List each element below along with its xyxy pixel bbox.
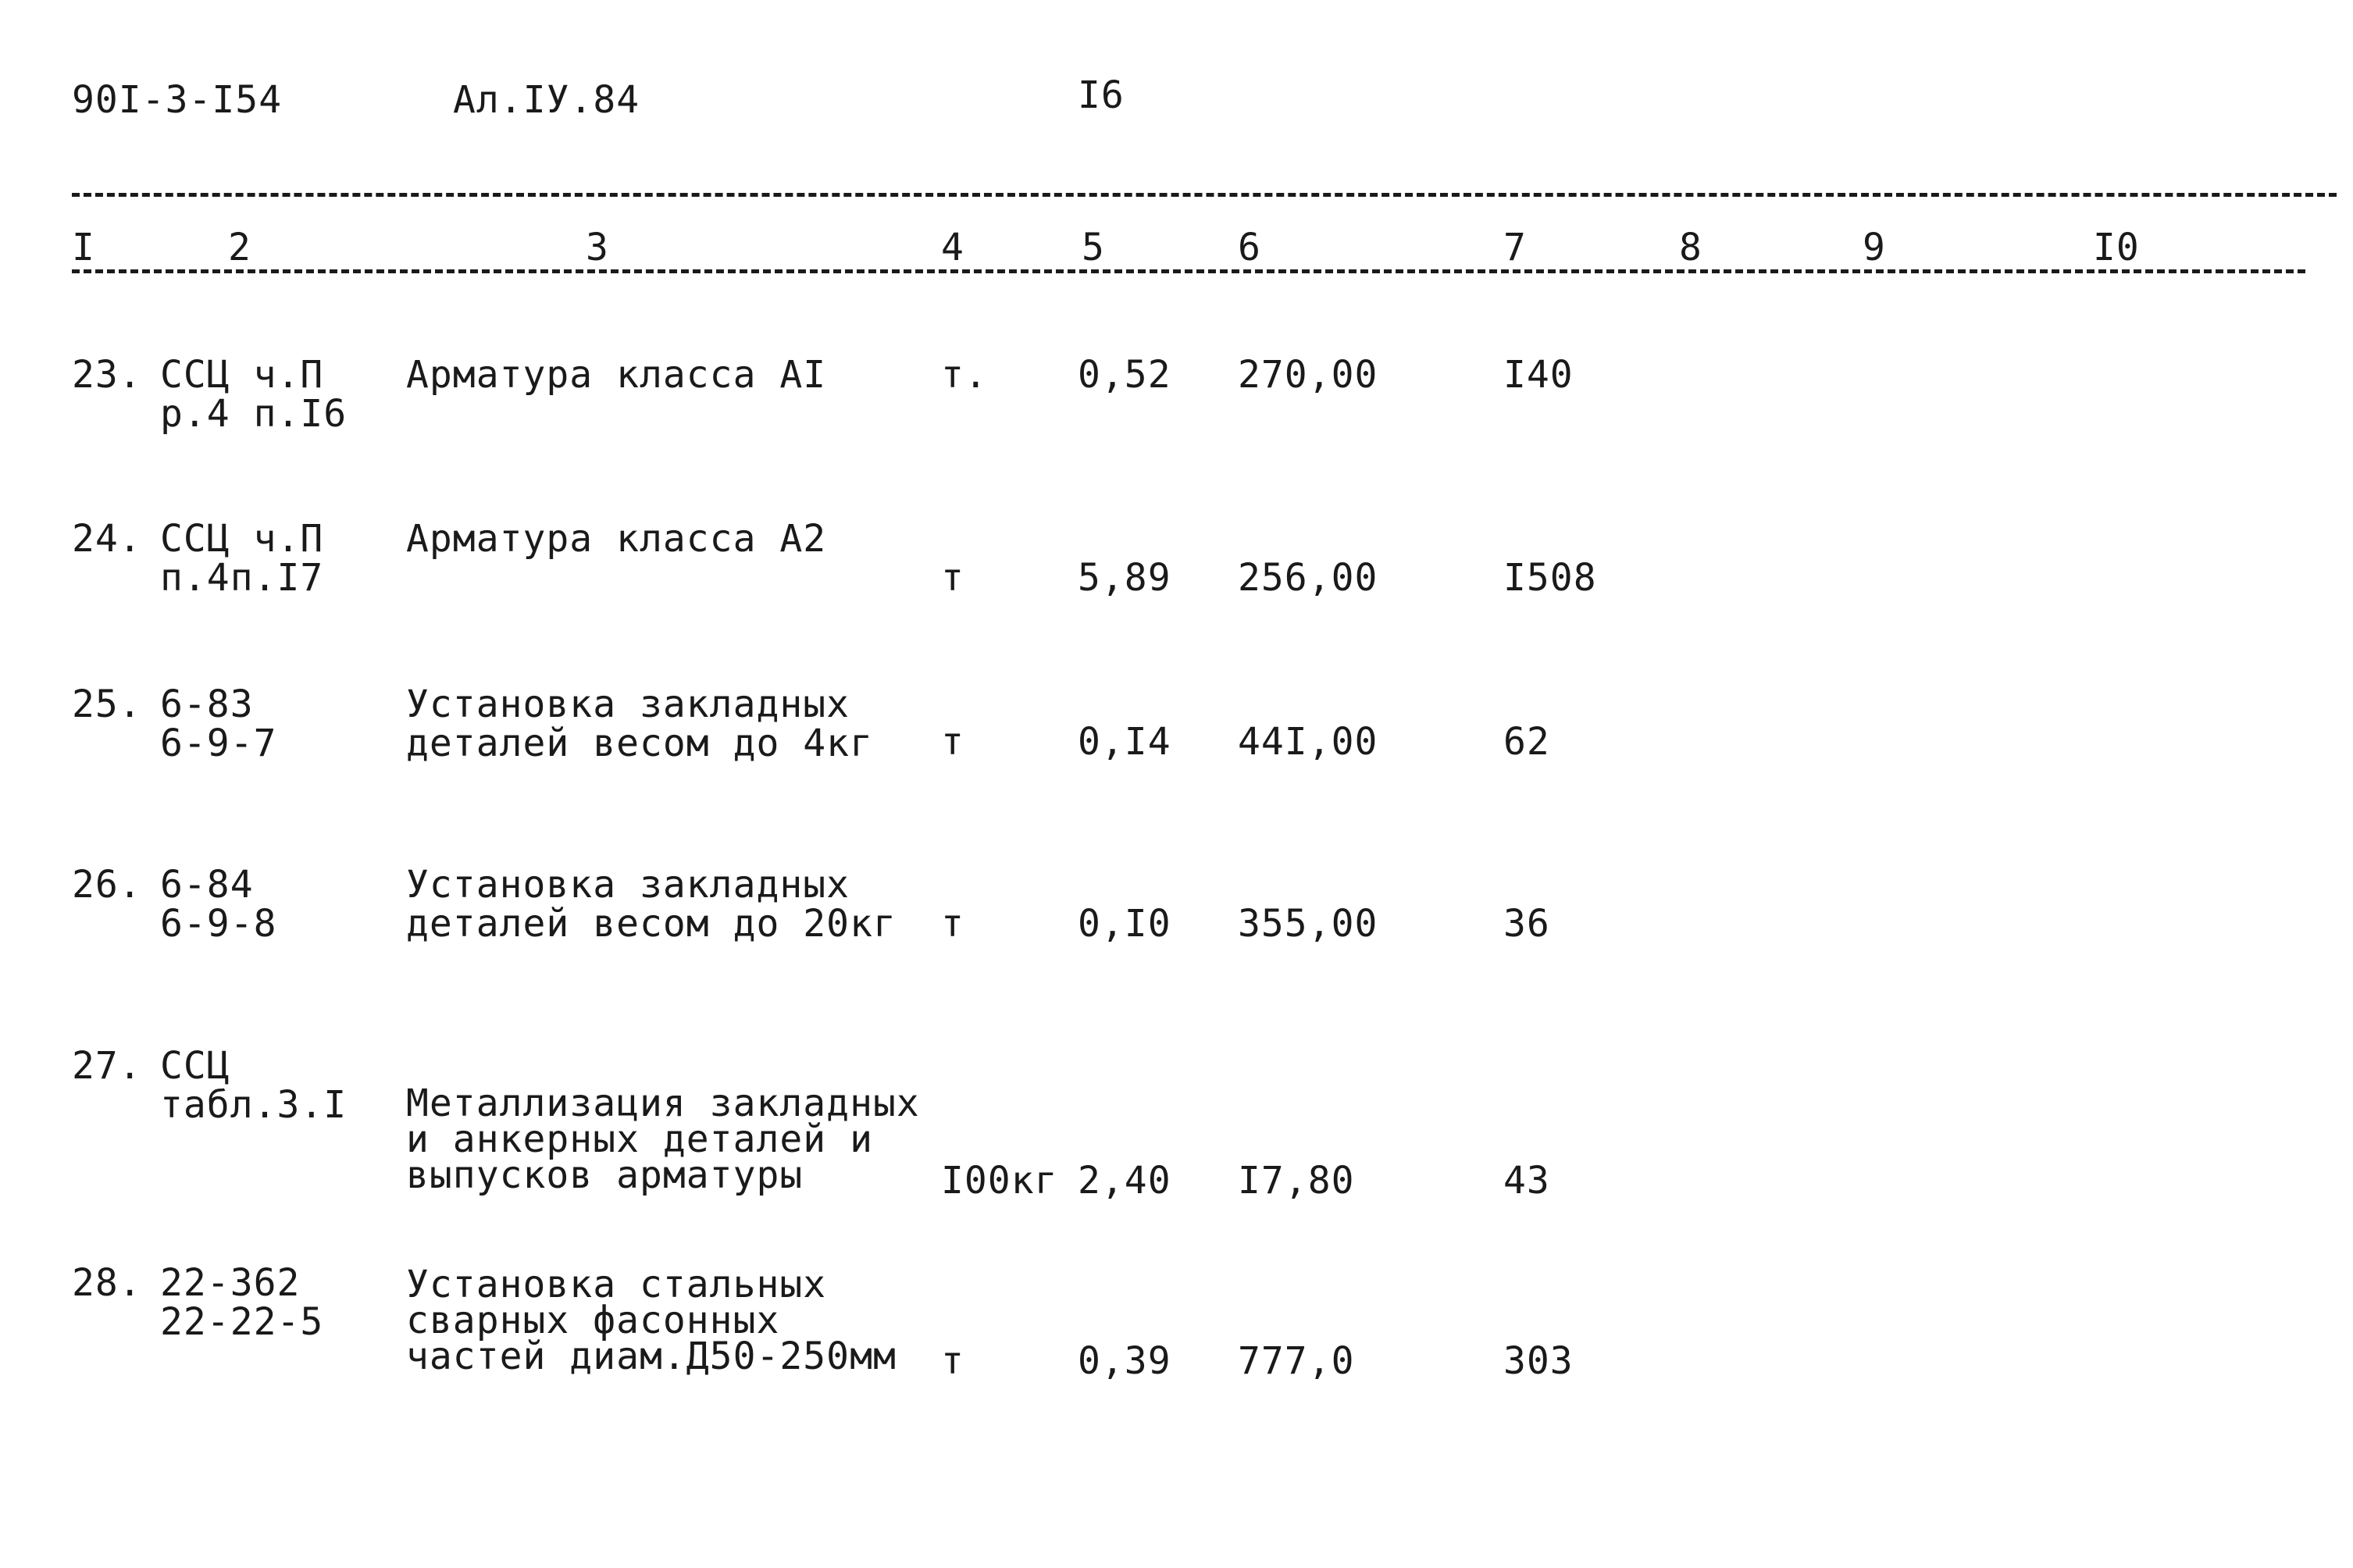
row-unit-price: I7,80 xyxy=(1238,1159,1355,1203)
row-total: 62 xyxy=(1503,720,1550,764)
document-code: 90I-3-I54 xyxy=(72,78,283,122)
column-number: 5 xyxy=(1082,226,1105,269)
row-unit: т. xyxy=(941,353,988,397)
row-reference: 6-84 6-9-8 xyxy=(160,863,277,946)
row-quantity: 0,I0 xyxy=(1078,902,1171,946)
column-number: I xyxy=(72,226,95,269)
row-total: 43 xyxy=(1503,1159,1550,1203)
column-number: I0 xyxy=(2093,226,2140,269)
top-divider xyxy=(72,193,2337,197)
row-unit-price: 777,0 xyxy=(1238,1339,1355,1383)
row-number: 23. xyxy=(72,353,142,397)
row-number: 25. xyxy=(72,682,142,726)
row-total: 303 xyxy=(1503,1339,1574,1383)
row-description: Установка закладных деталей весом до 20кг xyxy=(406,863,897,946)
row-unit: I00кг xyxy=(941,1159,1058,1203)
row-number: 28. xyxy=(72,1261,142,1305)
row-unit-price: 270,00 xyxy=(1238,353,1378,397)
row-unit-price: 355,00 xyxy=(1238,902,1378,946)
row-unit: т xyxy=(941,902,964,946)
column-number: 9 xyxy=(1863,226,1886,269)
row-quantity: 2,40 xyxy=(1078,1159,1171,1203)
row-quantity: 5,89 xyxy=(1078,556,1171,600)
row-reference: 6-83 6-9-7 xyxy=(160,682,277,765)
row-quantity: 0,I4 xyxy=(1078,720,1171,764)
row-quantity: 0,52 xyxy=(1078,353,1171,397)
row-number: 24. xyxy=(72,517,142,561)
header-divider xyxy=(72,269,2305,273)
album-reference: Ал.IУ.84 xyxy=(453,78,640,122)
row-reference: ССЦ табл.3.I xyxy=(160,1044,348,1127)
page-number: I6 xyxy=(1078,73,1125,117)
row-unit-price: 256,00 xyxy=(1238,556,1378,600)
row-description: Арматура класса АI xyxy=(406,353,827,397)
row-total: I40 xyxy=(1503,353,1574,397)
row-total: 36 xyxy=(1503,902,1550,946)
column-number: 2 xyxy=(228,226,251,269)
column-number: 7 xyxy=(1503,226,1527,269)
row-unit: т xyxy=(941,720,964,764)
row-number: 26. xyxy=(72,863,142,907)
row-quantity: 0,39 xyxy=(1078,1339,1171,1383)
row-description: Металлизация закладных и анкерных деталей и выпусков арматуры xyxy=(406,1082,920,1197)
column-number: 6 xyxy=(1238,226,1261,269)
column-number: 3 xyxy=(586,226,609,269)
row-unit: т xyxy=(941,1339,964,1383)
row-description: Установка закладных деталей весом до 4кг xyxy=(406,682,873,765)
row-reference: ССЦ ч.П р.4 п.I6 xyxy=(160,353,348,436)
row-reference: ССЦ ч.П п.4п.I7 xyxy=(160,517,324,600)
row-description: Арматура класса А2 xyxy=(406,517,827,561)
row-unit: т xyxy=(941,556,964,600)
row-unit-price: 44I,00 xyxy=(1238,720,1378,764)
row-description: Установка стальных сварных фасонных частей диам.Д50-250мм xyxy=(406,1263,897,1378)
row-total: I508 xyxy=(1503,556,1597,600)
column-number: 4 xyxy=(941,226,964,269)
row-number: 27. xyxy=(72,1044,142,1088)
row-reference: 22-362 22-22-5 xyxy=(160,1261,324,1344)
column-number: 8 xyxy=(1679,226,1702,269)
